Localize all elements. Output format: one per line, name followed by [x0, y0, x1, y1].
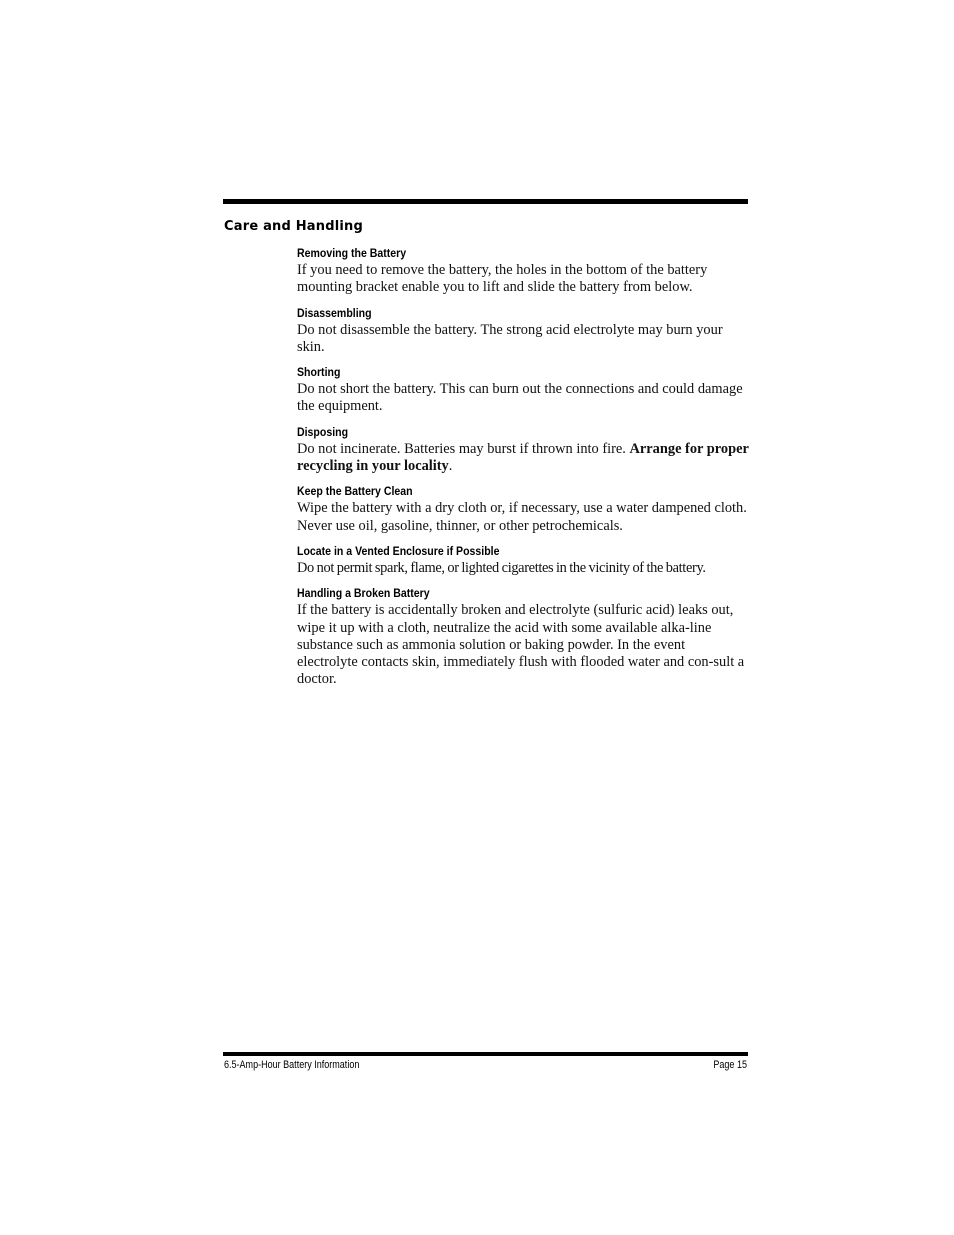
- topic-heading: Disassembling: [297, 305, 372, 320]
- topic-text: Wipe the battery with a dry cloth or, if necessary, use a water dampened cloth. Never use oil, gasoline, thinner, or other petrochemicals.: [297, 500, 747, 534]
- topic-disposing: [297, 424, 749, 476]
- top-rule: [223, 199, 748, 204]
- content-body: [297, 245, 749, 697]
- topic-heading: Keep the Battery Clean: [297, 484, 413, 499]
- topic-heading: Locate in a Vented Enclosure if Possible: [297, 543, 500, 558]
- topic-disassembling: [297, 305, 749, 357]
- topic-removing-battery: [297, 245, 749, 297]
- topic-text: [297, 441, 749, 476]
- topic-broken-battery: [297, 585, 749, 688]
- footer-rule: [223, 1052, 748, 1056]
- topic-heading: Removing the Battery: [297, 246, 407, 260]
- topic-heading: Shorting: [297, 365, 341, 380]
- topic-vented-enclosure: [297, 543, 749, 577]
- topic-keep-clean: [297, 483, 749, 535]
- topic-text: Do not disassemble the battery. The strong acid electrolyte may burn your skin.: [297, 321, 723, 355]
- topic-shorting: [297, 364, 749, 416]
- footer-document-title: 6.5-Amp-Hour Battery Information: [224, 1059, 360, 1071]
- topic-text: If the battery is accidentally broken and electrolyte (sulfuric acid) leaks out, wipe it up with a cloth, neutralize the acid with some available alka-line substance such as ammonia solution or baking powder. In the event electrolyte contacts skin, immediately flush with flooded water and con-sult a doctor.: [297, 602, 745, 688]
- topic-text-emphasis: Arrange for proper recycling in your locality: [297, 440, 749, 475]
- topic-text-trailing: .: [448, 458, 453, 475]
- topic-heading: Disposing: [297, 424, 349, 439]
- topic-text: If you need to remove the battery, the holes in the bottom of the battery mounting bracket enable you to lift and slide the battery from below.: [297, 262, 708, 296]
- topic-text: Do not permit spark, flame, or lighted cigarettes in the vicinity of the battery.: [297, 559, 706, 576]
- section-title: Care and Handling: [224, 219, 364, 234]
- topic-heading: Handling a Broken Battery: [297, 586, 430, 601]
- topic-text: Do not short the battery. This can burn out the connections and could damage the equipment.: [297, 381, 743, 415]
- topic-text-plain: Do not incinerate. Batteries may burst if thrown into fire.: [297, 440, 626, 457]
- footer-page-number: Page 15: [713, 1059, 747, 1071]
